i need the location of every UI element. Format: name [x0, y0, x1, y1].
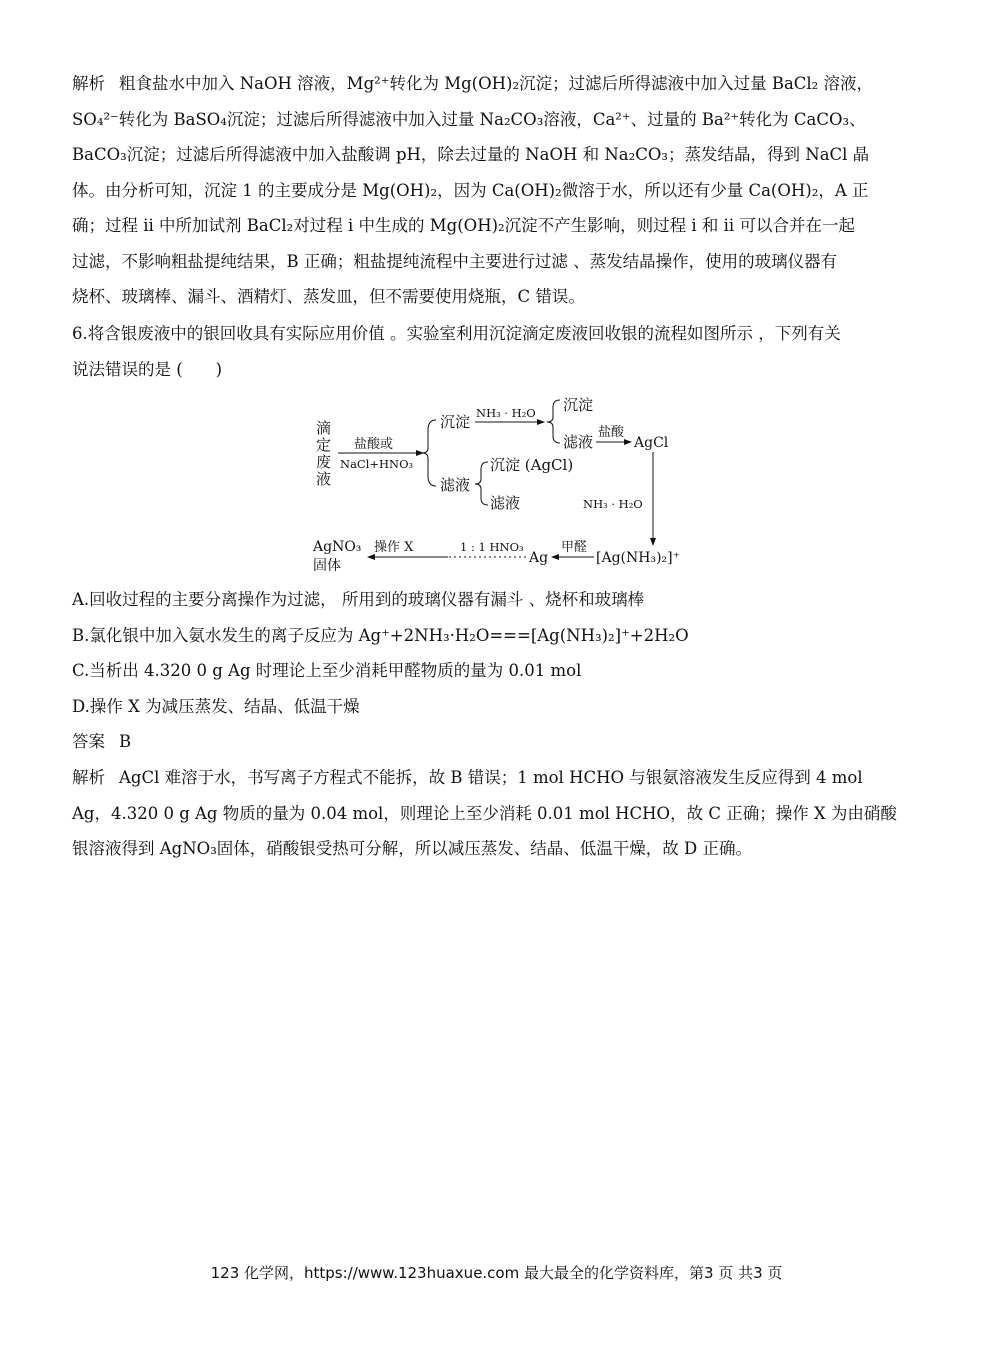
- question-line: 说法错误的是 ( ): [72, 359, 223, 379]
- brace-3: [475, 462, 488, 505]
- precipitate-agcl-label: 沉淀 (AgCl): [490, 456, 574, 474]
- hcl-label: 盐酸: [598, 425, 625, 440]
- brace-2: [547, 400, 560, 443]
- options-list: [72, 582, 922, 760]
- filtrate3-label: 滤液: [490, 494, 521, 512]
- ag-label: Ag: [529, 550, 549, 566]
- question-6: [72, 316, 922, 387]
- option-d: D.操作 X 为减压蒸发、结晶、低温干燥: [72, 696, 360, 716]
- answer-value: B: [119, 732, 132, 751]
- ammonia-label-2: NH₃ · H₂O: [583, 497, 643, 511]
- answer-label: 答案: [72, 732, 105, 751]
- silver-recovery-flow-diagram: [308, 390, 698, 580]
- operation-x-label: 操作 X: [374, 540, 414, 555]
- analysis-line: 银溶液得到 AgNO₃固体，硝酸银受热可分解，所以减压蒸发、结晶、低温干燥，故 D 正确。: [72, 839, 753, 858]
- source-char: 液: [316, 470, 332, 488]
- analysis-line: Ag，4.320 0 g Ag 物质的量为 0.04 mol，则理论上至少消耗 0.01 mol HCHO，故 C 正确；操作 X 为由硝酸: [72, 803, 897, 823]
- analysis-line: SO₄²⁻转化为 BaSO₄沉淀；过滤后所得滤液中加入过量 Na₂CO₃溶液，Ca²⁺、过量的 Ba²⁺转化为 CaCO₃、: [72, 109, 866, 129]
- option-b: B.氯化银中加入氨水发生的离子反应为 Ag⁺+2NH₃·H₂O===[Ag(NH₃)₂]⁺+2H₂O: [72, 625, 689, 645]
- agcl-label: AgCl: [634, 435, 669, 451]
- agno3-label: AgNO₃: [313, 539, 362, 555]
- question-line: 6.将含银废液中的银回收具有实际应用价值 。实验室利用沉淀滴定废液回收银的流程如图所示 ，下列有关: [72, 324, 841, 343]
- filtrate2-label: 滤液: [563, 433, 594, 451]
- filtrate-label: 滤液: [440, 476, 471, 494]
- analysis-line: 解析 粗食盐水中加入 NaOH 溶液，Mg²⁺转化为 Mg(OH)₂沉淀；过滤后所得滤液中加入过量 BaCl₂ 溶液，: [72, 74, 874, 93]
- analysis-line: 确；过程 ii 中所加试剂 BaCl₂对过程 i 中生成的 Mg(OH)₂沉淀不产生影响，则过程 i 和 ii 可以合并在一起: [72, 216, 855, 235]
- analysis-paragraph-2: [72, 760, 922, 867]
- answer-line: [72, 724, 922, 760]
- analysis-label: 解析: [72, 768, 105, 787]
- analysis-label: 解析: [72, 74, 105, 93]
- analysis-line: 解析 AgCl 难溶于水，书写离子方程式不能拆，故 B 错误；1 mol HCHO 与银氨溶液发生反应得到 4 mol: [72, 768, 863, 787]
- brace-1: [422, 420, 436, 486]
- precipitate-label: 沉淀: [440, 413, 471, 431]
- source-char: 废: [316, 453, 332, 471]
- hno3-label: 1 : 1 HNO₃: [460, 540, 524, 554]
- reagent1-top: 盐酸或: [354, 437, 394, 452]
- source-char: 定: [316, 436, 332, 454]
- analysis-line: 过滤，不影响粗盐提纯结果，B 正确；粗盐提纯流程中主要进行过滤 、蒸发结晶操作，使用的玻璃仪器有: [72, 251, 838, 271]
- formaldehyde-label: 甲醛: [561, 540, 588, 555]
- reagent1-bottom: NaCl+HNO₃: [340, 457, 414, 471]
- precipitate2-label: 沉淀: [563, 396, 594, 414]
- ammonia-label-1: NH₃ · H₂O: [476, 406, 536, 420]
- complex-label: [Ag(NH₃)₂]⁺: [596, 550, 680, 566]
- analysis-paragraph-1: [72, 66, 922, 315]
- page-footer: 123 化学网，https://www.123huaxue.com 最大最全的化学资料库，第3 页 共3 页: [210, 1264, 783, 1282]
- analysis-line: BaCO₃沉淀；过滤后所得滤液中加入盐酸调 pH，除去过量的 NaOH 和 Na₂CO₃；蒸发结晶，得到 NaCl 晶: [72, 145, 870, 164]
- source-char: 滴: [316, 419, 332, 437]
- analysis-line: 烧杯、玻璃棒、漏斗、酒精灯、蒸发皿，但不需要使用烧瓶，C 错误。: [72, 287, 585, 306]
- analysis-line: 体。由分析可知，沉淀 1 的主要成分是 Mg(OH)₂，因为 Ca(OH)₂微溶于水，所以还有少量 Ca(OH)₂，A 正: [72, 180, 869, 200]
- agno3-solid-label: 固体: [313, 558, 341, 574]
- option-a: A.回收过程的主要分离操作为过滤， 所用到的玻璃仪器有漏斗 、烧杯和玻璃棒: [72, 590, 645, 609]
- option-c: C.当析出 4.320 0 g Ag 时理论上至少消耗甲醛物质的量为 0.01 mol: [72, 661, 582, 680]
